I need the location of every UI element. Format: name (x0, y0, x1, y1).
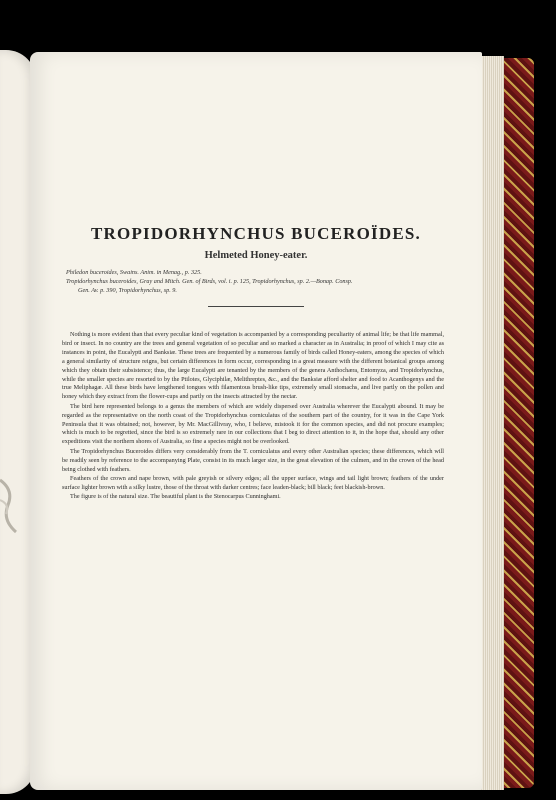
paragraph: The Tropidorhynchus Buceroides differs very considerably from the T. corniculatus and every other Australian species; these differences, which will be readily seen by reference to the accompanying Plate, consist in its much larger size, in the great elevation of the culmen, and in the crown of the head being clothed with feathers. (62, 447, 444, 473)
book (0, 22, 540, 778)
paragraph: The bird here represented belongs to a genus the members of which are widely dispersed over Australia wherever the Eucalypti abound. It may be regarded as the representative on the north coast of the Tropidorhynchus corniculatus of the southern part of the country, for it was in the Cape York Peninsula that it was obtained; not, however, by Mr. MacGillivray, who, I believe, mistook it for the common species, and did not procure examples; which is much to be regretted, since the bird is so extremely rare in our collections that I beg to direct attention to it, in the hope that, should any other expeditions visit the northern shores of Australia, so fine a species might not be overlooked. (62, 402, 444, 446)
plate-fragment-icon (0, 470, 20, 540)
paragraph: Feathers of the crown and nape brown, with pale greyish or silvery edges; all the upper surface, wings and tail light brown; feathers of the under surface lighter brown with a silky lustre, those of the throat with darker centres; face leaden-black; bill black; feet blackish-brown. (62, 475, 444, 491)
page-subtitle: Helmeted Honey-eater. (204, 250, 308, 261)
paragraph: Nothing is more evident than that every peculiar kind of vegetation is accompanied by a corresponding peculiarity of animal life; be that life mammal, bird or insect. In no country are the trees and general vegetation of so peculiar and so marked a character as in Australia; in proof of which I may cite as instances in point, the Eucalypti and Banksiæ. These trees are frequented by a numerous family of birds called Honey-eaters, among the species of which a general similarity of structure reigns, but certain differences in form occur, corresponding in a great measure with the different botanical groups among which they obtain their subsistence; thus, the large Eucalypti are tenanted by the members of the genera Anthochæra, Entomyza, and Tropidorhynchus, while the smaller species are resorted to by the Ptilotes, Glyciphilæ, Melithreptes, &c., and the Banksiæ afford shelter and food to Acanthogenys and the true Meliphagæ. All these birds have lengthened tongues with filamentous brush-like tips, extremely small stomachs, and live partly on the pollen and honey which they extract from the flower-cups and partly on the insects attracted by the nectar. (62, 331, 444, 401)
right-page (30, 52, 482, 790)
reference-line: Tropidorhynchus buceroides, Gray and Mitch. Gen. of Birds, vol. i. p. 125, Tropidorhynchus, sp. 2.—Bonap. Consp. (66, 278, 353, 285)
page-title: TROPIDORHYNCHUS BUCEROÏDES. (91, 224, 421, 243)
divider-rule (208, 306, 304, 307)
paragraph: The figure is of the natural size. The beautiful plant is the Stenocarpus Cunninghami. (70, 493, 281, 501)
synonymy-references (66, 268, 458, 295)
reference-line: Gen. Av. p. 390, Tropidorhynchus, sp. 9. (78, 287, 177, 294)
reference-line: Philedon buceroides, Swains. Anim. in Menag., p. 325. (66, 269, 202, 276)
body-text (62, 331, 444, 502)
